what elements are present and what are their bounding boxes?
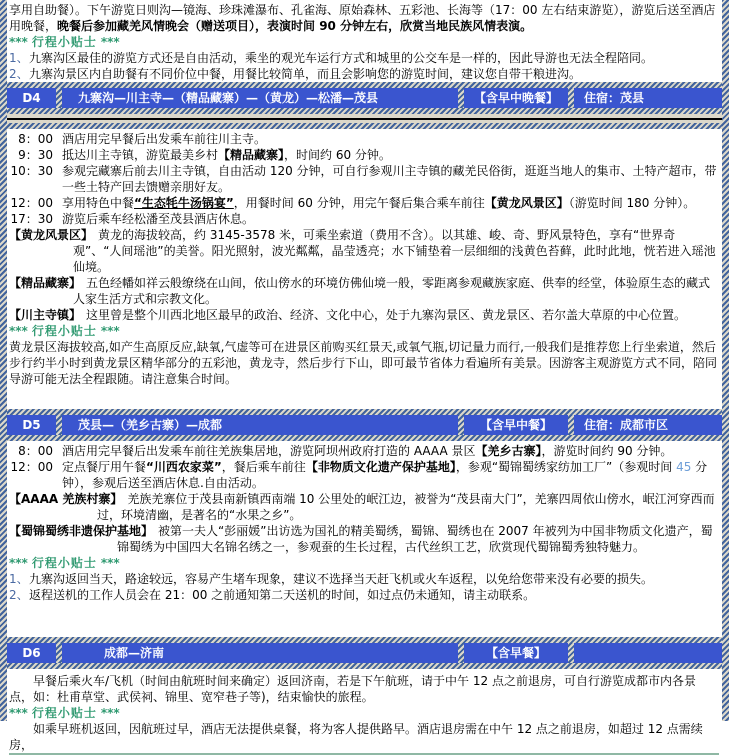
route-title: 茂县—（羌乡古寨）—成都 bbox=[62, 415, 458, 435]
text-segment: ，时间约 60 分钟。 bbox=[284, 148, 391, 162]
text-segment: 酒店用完早餐后出发乘车前往川主寺。 bbox=[62, 132, 267, 146]
tips-header bbox=[9, 34, 719, 50]
intro-tips-list bbox=[9, 50, 719, 82]
tips-title: 行程小贴士 bbox=[31, 324, 97, 338]
glossary-row bbox=[9, 523, 719, 555]
stars-decoration: *** bbox=[9, 324, 28, 338]
text-segment: ，餐后乘车前往 bbox=[221, 460, 306, 474]
stars-decoration: *** bbox=[100, 706, 120, 720]
intro-paragraph bbox=[9, 2, 719, 34]
schedule-row bbox=[9, 443, 719, 459]
text-segment: 享用自助餐）。下午游览日则沟—镜海、珍珠滩瀑布、孔雀海、原始森林、五彩池、长海等（17：00 左右结束游览），游览后送至酒店用晚餐， bbox=[9, 3, 716, 33]
day-label: D5 bbox=[7, 415, 56, 435]
tip-number: 2、 bbox=[9, 588, 29, 602]
tips-header bbox=[9, 555, 719, 571]
lodging-info: 住宿：茂县 bbox=[574, 88, 722, 108]
day4-section bbox=[7, 129, 722, 409]
schedule-row bbox=[9, 147, 719, 163]
schedule-row bbox=[9, 195, 719, 211]
stars-decoration: *** bbox=[100, 35, 120, 49]
meals-info: 【含早餐】 bbox=[464, 643, 568, 663]
glossary-row bbox=[9, 307, 719, 323]
glossary-term: 【川主寺镇】 bbox=[9, 308, 82, 322]
stars-decoration: *** bbox=[9, 35, 28, 49]
day5-section bbox=[7, 441, 722, 637]
tips-title: 行程小贴士 bbox=[31, 556, 97, 570]
day4-glossary bbox=[9, 227, 719, 323]
tip-item bbox=[9, 66, 719, 82]
tips-header bbox=[9, 323, 719, 339]
glossary-row bbox=[9, 227, 719, 275]
text-segment: 享用特色中餐 bbox=[62, 196, 135, 210]
text-segment: 抵达川主寺镇，游览最美乡村 bbox=[62, 148, 219, 162]
text-segment: ，游览时间约 90 分钟。 bbox=[541, 444, 673, 458]
day6-paragraph: 早餐后乘火车/飞机（时间由航班时间来确定）返回济南，若是下午航班，请于中午 12 点之前退房，可自行游览成都市内各景点，如：杜甫草堂、武侯祠、锦里、宽窄巷子等)，结束愉快的旅程。 bbox=[9, 674, 696, 704]
day5-glossary bbox=[9, 491, 719, 555]
day4-schedule bbox=[9, 131, 719, 227]
tip-item bbox=[9, 571, 719, 587]
text-segment: 【黄龙风景区】 bbox=[484, 196, 569, 210]
tip-item bbox=[9, 50, 719, 66]
schedule-row bbox=[9, 163, 719, 195]
time-label: 9：30 bbox=[18, 148, 53, 162]
glossary-term: 【蜀锦蜀绣非遗保护基地】 bbox=[9, 524, 154, 538]
meals-info: 【含早中晚餐】 bbox=[464, 88, 568, 108]
glossary-term: 【AAAA 羌族村寨】 bbox=[9, 492, 123, 506]
text-segment: 酒店用完早餐后出发乘车前往羌族集居地，游览阿坝州政府打造的 AAAA 景区 bbox=[62, 444, 476, 458]
day4-tips-paragraph: 黄龙景区海拔较高,如产生高原反应,缺氧,气虚等可在进景区前购买红景天,或氧气瓶,切记量力而行,一般我们是推荐您上行坐索道，然后步行约半小时到黄龙景区精华部分的五彩池，黄龙寺，然后步行下山，即可最节省体力看遍所有美景。因游客主观游览方式不同，陪同导游可能无法全程跟随。请注意集合时间。 bbox=[9, 340, 718, 386]
stars-decoration: *** bbox=[100, 556, 120, 570]
time-label: 17：30 bbox=[10, 212, 53, 226]
text-segment: 晚餐后参加藏羌风情晚会（赠送项目），表演时间 90 分钟左右，欣赏当地民族风情表演。 bbox=[57, 19, 533, 33]
rule-band bbox=[7, 114, 722, 123]
tip-text: 九寨沟区最佳的游览方式还是自由活动，乘坐的观光车运行方式和城里的公交车是一样的，因此导游也无法全程陪同。 bbox=[29, 51, 654, 65]
day6-section bbox=[7, 669, 722, 755]
glossary-text: 黄龙的海拔较高，约 3145-3578 米，可乘坐索道（费用不含）。以其雄、峻、奇、野风景特色，享有“世界奇观”、“人间瑶池”的美誉。阳光照射，波光粼粼，晶莹透亮；水下铺垫着一层细细的浅黄色苔藓，此时此地，恍若进入瑶池仙境。 bbox=[73, 228, 716, 274]
text-segment: 分钟），参观后送至酒店休息.自由活动。 bbox=[62, 460, 708, 490]
glossary-row bbox=[9, 491, 719, 523]
text-segment: ，用餐时间 60 分钟，用完午餐后集合乘车前往 bbox=[233, 196, 485, 210]
tip-text: 九寨沟返回当天，路途较远，容易产生堵车现象，建议不选择当天赶飞机或火车返程，以免给您带来没有必要的损失。 bbox=[29, 572, 654, 586]
tips-title: 行程小贴士 bbox=[31, 706, 97, 720]
tip-number: 1、 bbox=[9, 572, 29, 586]
stars-decoration: *** bbox=[9, 556, 28, 570]
tip-item bbox=[9, 587, 719, 603]
lodging-info: 住宿：成都市区 bbox=[574, 415, 722, 435]
text-segment: ，参观“蜀锦蜀绣家纺加工厂”（参观时间 bbox=[455, 460, 677, 474]
glossary-row bbox=[9, 275, 719, 307]
tip-text: 九寨沟景区内自助餐有不同价位中餐，用餐比较简单，而且会影响您的游览时间，建议您自带干粮进沟。 bbox=[29, 67, 582, 81]
text-segment: 参观完藏寨后前去川主寺镇，自由活动 120 分钟，可自行参观川主寺镇的藏羌民俗街，逛逛当地人的集市、土特产超市，带一些土特产回去馈赠亲朋好友。 bbox=[62, 164, 717, 194]
text-segment: 45 bbox=[676, 460, 692, 474]
schedule-row bbox=[9, 131, 719, 147]
text-segment: 定点餐厅用午餐 bbox=[62, 460, 147, 474]
text-segment: 游览后乘车经松潘至茂县酒店休息。 bbox=[62, 212, 255, 226]
day-label: D6 bbox=[7, 643, 56, 663]
horizontal-rule bbox=[7, 118, 722, 120]
tip-number: 1、 bbox=[9, 51, 29, 65]
meals-info: 【含早中餐】 bbox=[464, 415, 568, 435]
route-title: 成都—济南 bbox=[62, 643, 458, 663]
tip-number: 2、 bbox=[9, 67, 29, 81]
stars-decoration: *** bbox=[9, 706, 28, 720]
text-segment: （游览时间 180 分钟）。 bbox=[568, 196, 696, 210]
tip-text: 返程送机的工作人员会在 21：00 之前通知第二天送机的时间，如过点仍未通知，请主动联系。 bbox=[29, 588, 536, 602]
text-segment: 【非物质文化遗产保护基地】 bbox=[305, 460, 456, 474]
schedule-row bbox=[9, 459, 719, 491]
tips-header bbox=[9, 705, 719, 721]
day5-tips-list bbox=[9, 571, 719, 603]
text-segment: “生态牦牛汤锅宴” bbox=[134, 196, 234, 210]
tips-title: 行程小贴士 bbox=[31, 35, 97, 49]
time-label: 8：00 bbox=[18, 444, 53, 458]
glossary-text: 被第一夫人“彭丽媛”出访选为国礼的精美蜀绣，蜀锦、蜀绣也在 2007 年被列为中国非物质文化遗产，蜀锦蜀绣为中国四大名锦名绣之一，参观蚕的生长过程，古代丝织工艺，欣赏现代蜀锦蜀秀独特魅力。 bbox=[117, 524, 713, 554]
time-label: 12：00 bbox=[10, 460, 53, 474]
text-segment: “川西农家菜” bbox=[146, 460, 222, 474]
day-label: D4 bbox=[7, 88, 56, 108]
glossary-term: 【精品藏寨】 bbox=[9, 276, 82, 290]
glossary-text: 这里曾是整个川西北地区最早的政治、经济、文化中心，处于九寨沟景区、黄龙景区、若尔盖大草原的中心位置。 bbox=[86, 308, 687, 322]
route-title: 九寨沟—川主寺—（精品藏寨）—（黄龙）—松潘—茂县 bbox=[62, 88, 458, 108]
time-label: 12：00 bbox=[10, 196, 53, 210]
day6-header-bar bbox=[7, 643, 722, 663]
glossary-text: 羌族羌寨位于茂县南新镇西南端 10 公里处的岷江边，被誉为“茂县南大门”，羌寨四周依山傍水，岷江河穿西而过，环境清幽，是著名的“水果之乡”。 bbox=[97, 492, 715, 522]
lodging-info bbox=[574, 643, 722, 663]
glossary-term: 【黄龙风景区】 bbox=[9, 228, 94, 242]
day5-schedule bbox=[9, 443, 719, 491]
day5-header-bar bbox=[7, 415, 722, 435]
text-segment: 【羌乡古寨】 bbox=[475, 444, 542, 458]
glossary-text: 五色经幡如祥云般缭绕在山间，依山傍水的环境仿佛仙境一般，零距离参观藏族家庭、供奉的经堂，体验原生态的藏式人家生活方式和宗教文化。 bbox=[73, 276, 711, 306]
time-label: 10：30 bbox=[10, 164, 53, 178]
day6-tips-paragraph: 如乘早班机返回，因航班过早，酒店无法提供桌餐，将为客人提供路早。酒店退房需在中午 12 点之前退房，如超过 12 点需续房， bbox=[9, 722, 703, 752]
intro-section bbox=[7, 0, 722, 82]
text-segment: 【精品藏寨】 bbox=[218, 148, 285, 162]
time-label: 8：00 bbox=[18, 132, 53, 146]
schedule-row bbox=[9, 211, 719, 227]
stars-decoration: *** bbox=[100, 324, 120, 338]
day4-header-bar bbox=[7, 88, 722, 108]
